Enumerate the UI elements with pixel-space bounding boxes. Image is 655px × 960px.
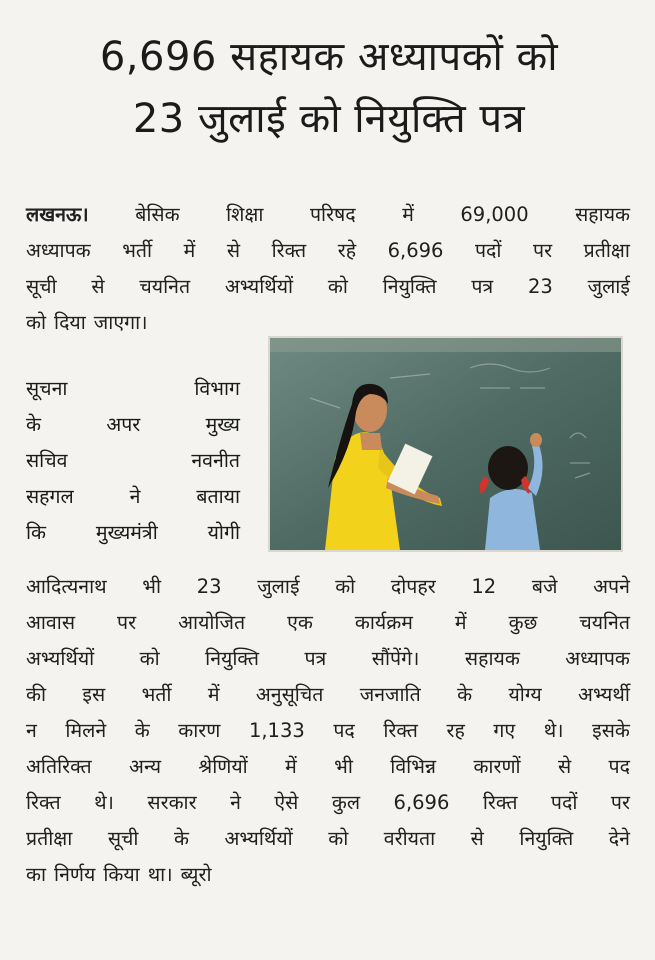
word: बजे xyxy=(531,575,558,598)
word: से xyxy=(91,275,105,298)
para2-lines-line xyxy=(26,641,630,677)
word: योगी xyxy=(207,521,240,544)
word: 12 xyxy=(471,575,497,598)
word: प्रतीक्षा xyxy=(583,239,630,262)
word: थे। xyxy=(94,791,114,814)
word: आवास xyxy=(26,611,76,634)
word: वरीयता xyxy=(383,827,436,850)
headline-line-2: 23 जुलाई को नियुक्ति पत्र xyxy=(132,96,526,142)
word: बेसिक xyxy=(135,203,180,226)
headline xyxy=(24,26,634,150)
word: चयनित xyxy=(579,611,630,634)
word: सौंपेंगे। xyxy=(371,647,420,670)
word: आयोजित xyxy=(178,611,246,634)
classroom-photo-illustration xyxy=(270,338,621,550)
word: रिक्त xyxy=(271,239,307,262)
word: की xyxy=(26,683,47,706)
word: से xyxy=(557,755,572,778)
word: के xyxy=(173,827,189,850)
word: सूचना xyxy=(26,377,68,400)
word: में xyxy=(183,239,196,262)
word: 6,696 xyxy=(393,791,450,814)
word: नवनीत xyxy=(191,449,240,472)
word: जाएगा। xyxy=(93,311,148,334)
word: रहे xyxy=(337,239,357,262)
word: रिक्त xyxy=(26,791,61,814)
word: सचिव xyxy=(26,449,68,472)
word: 6,696 xyxy=(387,239,444,262)
word: प्रतीक्षा xyxy=(26,827,73,850)
word: कारण xyxy=(178,719,221,742)
word: अतिरिक्त xyxy=(26,755,92,778)
word: को xyxy=(328,827,349,850)
word: को xyxy=(139,647,160,670)
word: सहायक xyxy=(464,647,520,670)
word: सूची xyxy=(107,827,139,850)
teacher-student-photo xyxy=(268,336,623,552)
word: ने xyxy=(129,485,141,508)
word: कुछ xyxy=(508,611,538,634)
word: सहायक xyxy=(575,203,630,226)
word: पर xyxy=(610,791,630,814)
word: सूची xyxy=(26,275,57,298)
word: अध्यापक xyxy=(26,239,91,262)
para2-lines-line xyxy=(26,713,630,749)
word: जनजाति xyxy=(359,683,421,706)
word: कुल xyxy=(331,791,361,814)
word: विभिन्न xyxy=(390,755,437,778)
word: के xyxy=(457,683,473,706)
word: दिया xyxy=(54,311,86,334)
word: में xyxy=(285,755,297,778)
word: था। xyxy=(147,863,173,886)
word: भी xyxy=(334,755,353,778)
word: लखनऊ। xyxy=(26,203,89,226)
headline-line-1: 6,696 सहायक अध्यापकों को xyxy=(99,34,559,80)
word: मिलने xyxy=(65,719,107,742)
word: 23 xyxy=(527,275,553,298)
narrow-lines-line xyxy=(26,515,240,551)
word: ऐसे xyxy=(274,791,299,814)
para1-lines-line xyxy=(26,233,630,269)
student-uniform xyxy=(485,489,540,550)
para2-lines-line xyxy=(26,677,630,713)
word: एक xyxy=(287,611,313,634)
word: नियुक्ति xyxy=(382,275,437,298)
word: अपने xyxy=(593,575,630,598)
word: अभ्यर्थियों xyxy=(224,827,293,850)
word: पत्र xyxy=(471,275,494,298)
word: में xyxy=(454,611,467,634)
narrow-lines-line xyxy=(26,371,240,407)
word: श्रेणियों xyxy=(198,755,248,778)
word: नियुक्ति xyxy=(519,827,574,850)
word: थे। xyxy=(543,719,564,742)
article-paragraph-1 xyxy=(26,197,630,341)
para2-lines-line xyxy=(26,749,630,785)
word: में xyxy=(402,203,414,226)
word: में xyxy=(207,683,220,706)
word: अध्यापक xyxy=(565,647,630,670)
word: का xyxy=(26,863,47,886)
word: देने xyxy=(608,827,630,850)
para2-lines-line xyxy=(26,569,630,605)
word: अन्य xyxy=(129,755,162,778)
chalkboard xyxy=(270,338,621,550)
word: के xyxy=(134,719,150,742)
narrow-lines-line xyxy=(26,407,240,443)
word: गए xyxy=(493,719,516,742)
word: से xyxy=(226,239,241,262)
word: से xyxy=(470,827,484,850)
word: न xyxy=(26,719,37,742)
word: को xyxy=(26,311,47,334)
para2-lines-line xyxy=(26,785,630,821)
word: रह xyxy=(446,719,465,742)
word: पर xyxy=(533,239,553,262)
word: निर्णय xyxy=(54,863,96,886)
word: 1,133 xyxy=(248,719,305,742)
word: अभ्यर्थियों xyxy=(224,275,294,298)
word: को xyxy=(335,575,356,598)
word: के xyxy=(26,413,41,436)
word: भर्ती xyxy=(122,239,153,262)
word: को xyxy=(327,275,348,298)
article-paragraph-2 xyxy=(26,569,630,893)
word: पद xyxy=(333,719,355,742)
word: अपर xyxy=(106,413,141,436)
word: किया xyxy=(103,863,140,886)
word: कार्यक्रम xyxy=(354,611,413,634)
word: 69,000 xyxy=(460,203,529,226)
word: इस xyxy=(82,683,106,706)
word: भी xyxy=(142,575,162,598)
word: ने xyxy=(230,791,241,814)
word: अभ्यर्थियों xyxy=(26,647,95,670)
article-narrow-column xyxy=(26,371,240,551)
word: परिषद xyxy=(309,203,356,226)
word: विभाग xyxy=(194,377,240,400)
word: इसके xyxy=(592,719,630,742)
word: रिक्त xyxy=(482,791,518,814)
word: ब्यूरो xyxy=(180,863,212,886)
word: शिक्षा xyxy=(226,203,264,226)
word: पदों xyxy=(550,791,578,814)
para2-lines-line xyxy=(26,821,630,857)
para2-lines-line xyxy=(26,605,630,641)
word: सहगल xyxy=(26,485,74,508)
word: जुलाई xyxy=(587,275,630,298)
word: पत्र xyxy=(304,647,327,670)
narrow-lines-line xyxy=(26,479,240,515)
word: मुख्यमंत्री xyxy=(95,521,158,544)
word: बताया xyxy=(196,485,240,508)
word: आदित्यनाथ xyxy=(26,575,107,598)
para1-lines-line xyxy=(26,269,630,305)
word: कारणों xyxy=(473,755,521,778)
para1-lines-line xyxy=(26,197,630,233)
word: कि xyxy=(26,521,47,544)
word: रिक्त xyxy=(383,719,418,742)
word: भर्ती xyxy=(141,683,172,706)
word: पर xyxy=(117,611,137,634)
word: जुलाई xyxy=(257,575,300,598)
word: सरकार xyxy=(147,791,197,814)
narrow-lines-line xyxy=(26,443,240,479)
word: दोपहर xyxy=(390,575,436,598)
word: योग्य xyxy=(508,683,542,706)
word: चयनित xyxy=(139,275,191,298)
word: 23 xyxy=(196,575,222,598)
word: अनुसूचित xyxy=(255,683,324,706)
word: नियुक्ति xyxy=(205,647,259,670)
word: पदों xyxy=(474,239,502,262)
para2-lines-line xyxy=(26,857,630,893)
word: पद xyxy=(608,755,630,778)
word: अभ्यर्थी xyxy=(578,683,630,706)
word: मुख्य xyxy=(205,413,240,436)
